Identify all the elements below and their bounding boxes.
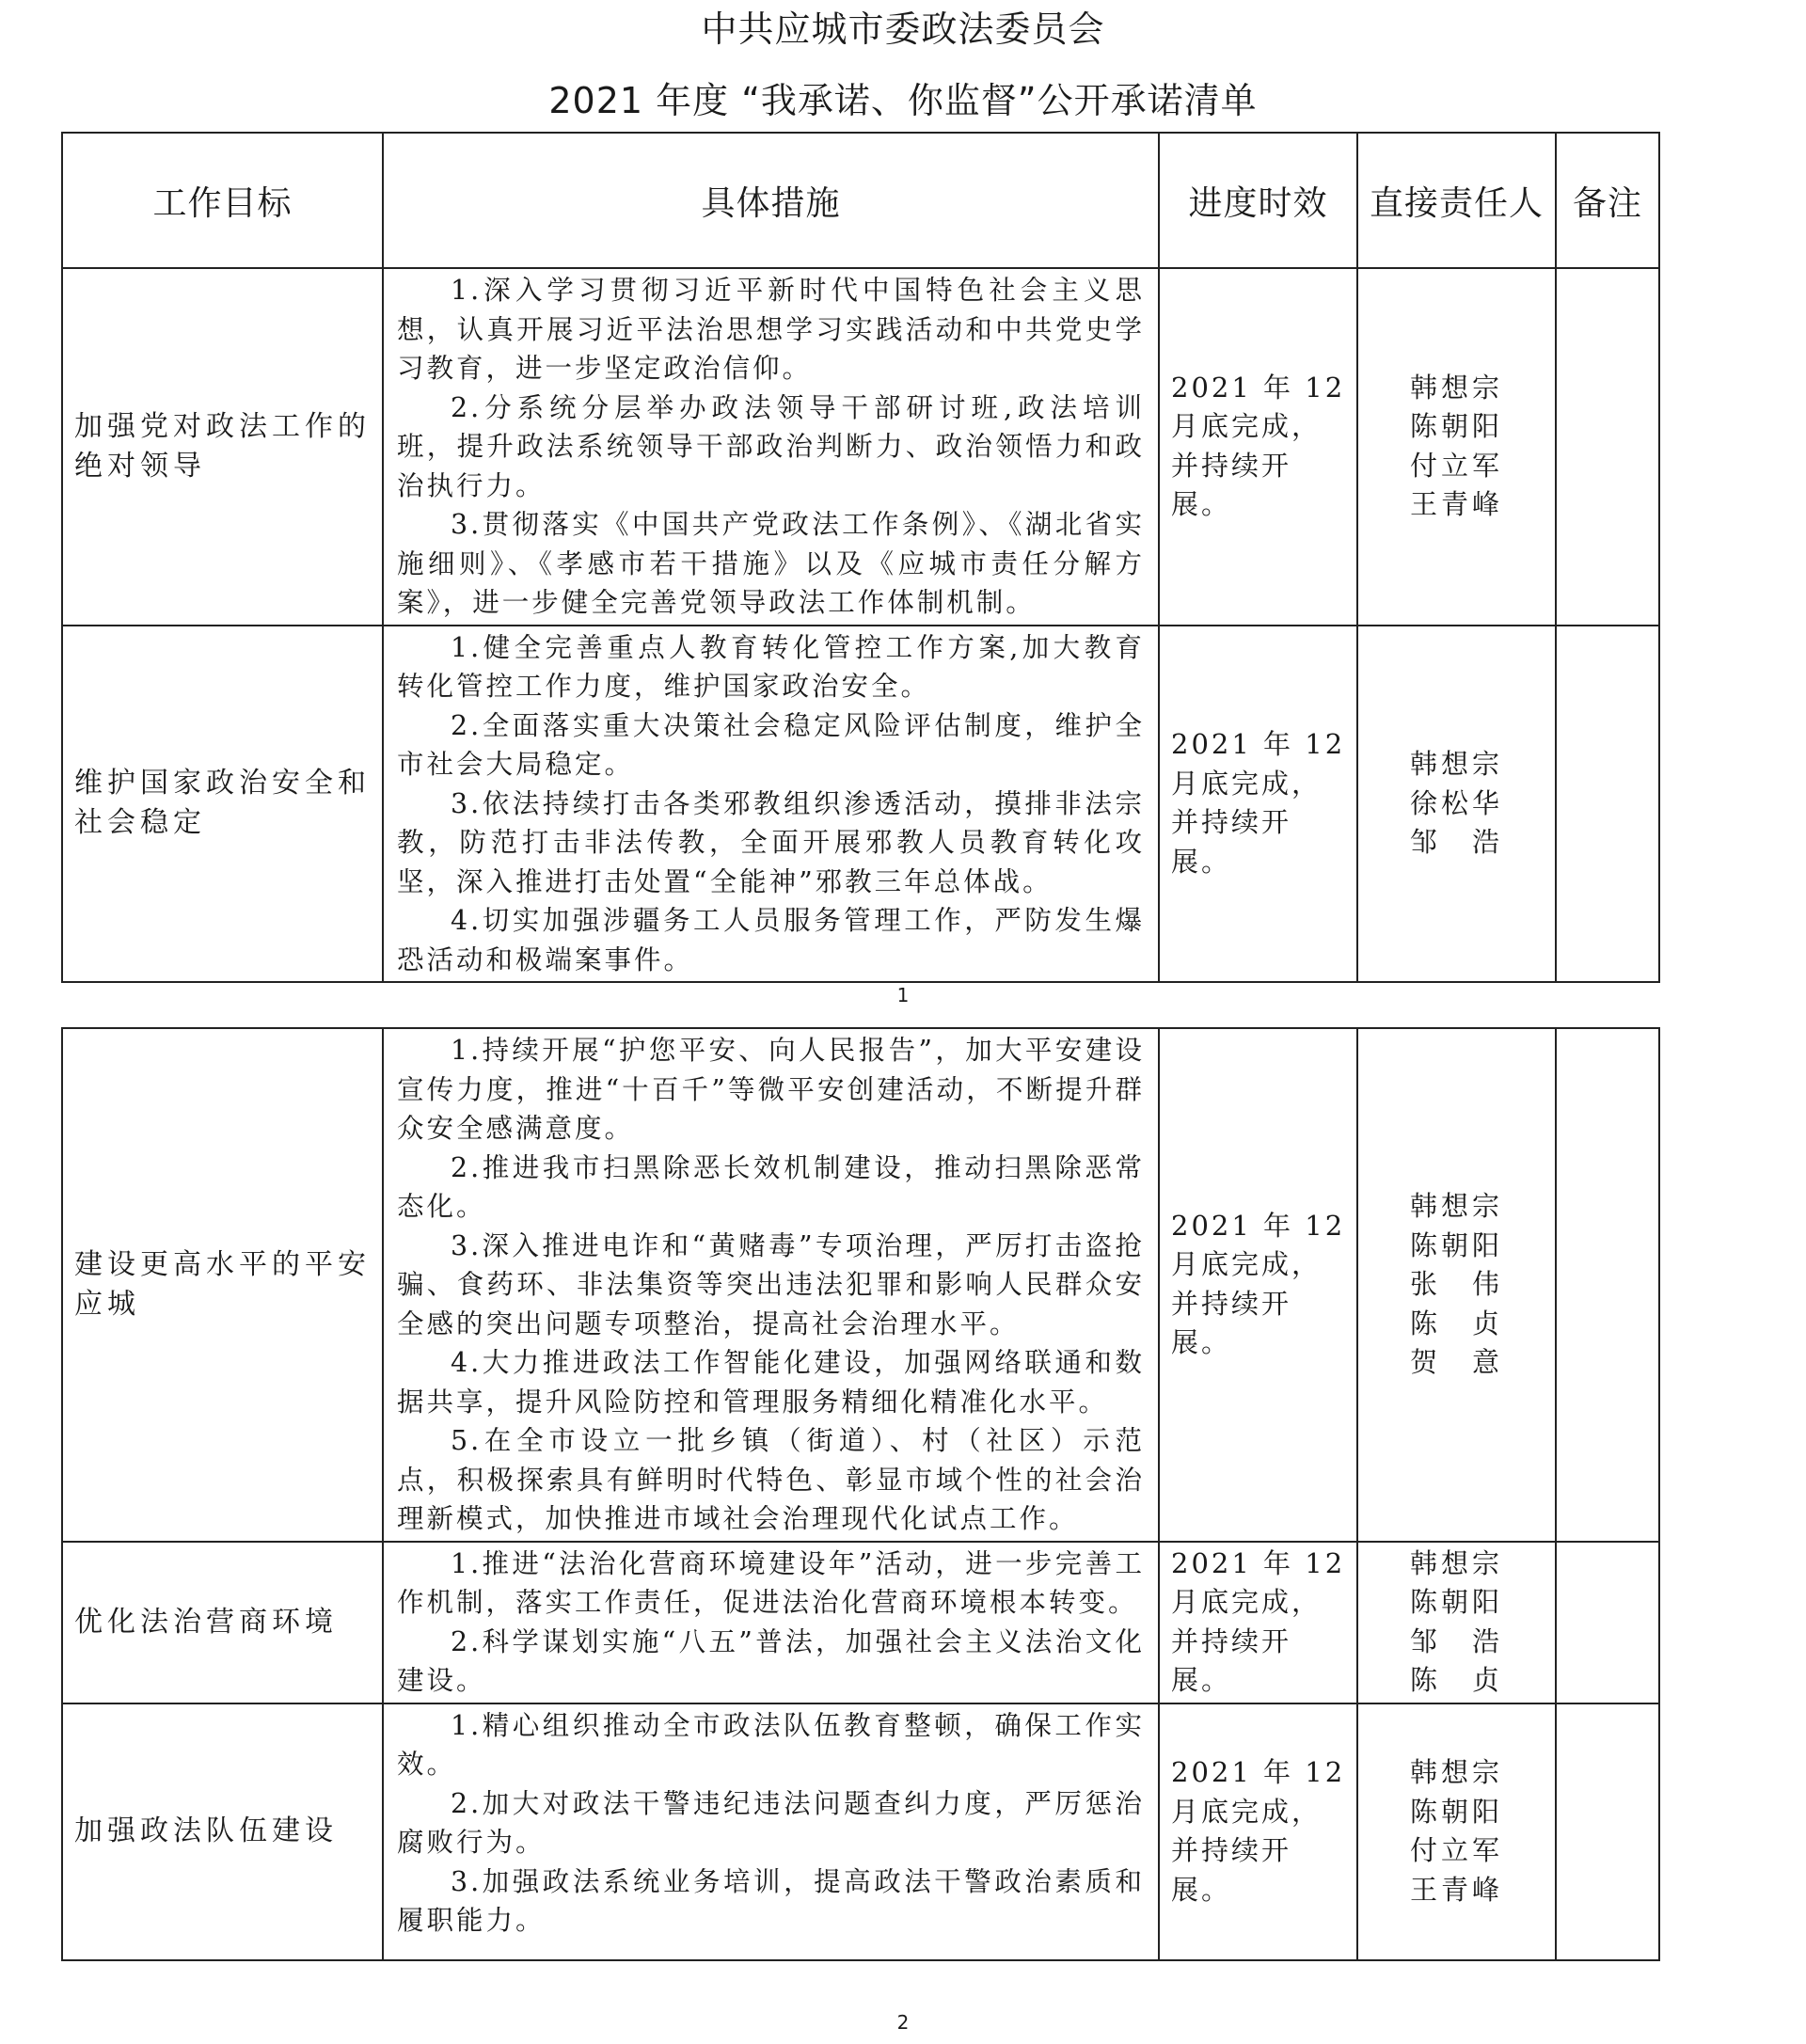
responsible-person: 韩想宗: [1409, 748, 1503, 780]
header-responsible: 直接责任人: [1357, 133, 1556, 268]
responsible-person: 贺 意: [1409, 1346, 1503, 1378]
row-deadline: 2021 年 12 月底完成，并持续开展。: [1159, 626, 1357, 983]
measure-item: 1.健全完善重点人教育转化管控工作方案,加大教育转化管控工作力度，维护国家政治安全。: [397, 631, 1145, 702]
commitment-table-page-1: [61, 132, 1660, 983]
responsible-person: 徐松华: [1409, 786, 1503, 819]
page-number: 2: [896, 2011, 910, 2034]
row-responsible: [1357, 268, 1556, 626]
responsible-person: 陈朝阳: [1409, 1228, 1503, 1261]
commitment-table-page-2: [61, 1027, 1660, 1961]
measure-item: 3.加强政法系统业务培训，提高政法干警政治素质和履职能力。: [397, 1865, 1145, 1936]
measure-item: 2.科学谋划实施“八五”普法，加强社会主义法治文化建设。: [397, 1625, 1145, 1696]
table-row: [62, 1703, 1659, 1960]
row-goal: 加强党对政法工作的绝对领导: [62, 268, 383, 626]
responsible-person: 韩想宗: [1409, 1546, 1503, 1579]
header-goal: 工作目标: [62, 133, 383, 268]
measure-item: 2.全面落实重大决策社会稳定风险评估制度，维护全市社会大局稳定。: [397, 709, 1145, 780]
header-remarks: 备注: [1556, 133, 1659, 268]
row-remarks: [1556, 1703, 1659, 1960]
table-row: [62, 268, 1659, 626]
row-measures: [383, 1703, 1159, 1960]
table-row: [62, 1542, 1659, 1703]
row-goal: 优化法治营商环境: [62, 1542, 383, 1703]
responsible-person: 邹 浩: [1409, 826, 1503, 858]
responsible-person: 付立军: [1409, 1834, 1503, 1866]
page-number: 1: [896, 984, 910, 1006]
row-remarks: [1556, 1542, 1659, 1703]
row-deadline: 2021 年 12 月底完成，并持续开展。: [1159, 1028, 1357, 1542]
row-deadline: 2021 年 12 月底完成，并持续开展。: [1159, 1542, 1357, 1703]
measure-item: 2.加大对政法干警违纪违法问题查纠力度，严厉惩治腐败行为。: [397, 1787, 1145, 1858]
row-remarks: [1556, 626, 1659, 983]
row-goal: 维护国家政治安全和社会稳定: [62, 626, 383, 983]
responsible-person: 韩想宗: [1409, 371, 1503, 404]
measure-item: 1.精心组织推动全市政法队伍教育整顿，确保工作实效。: [397, 1709, 1145, 1780]
measure-item: 2.分系统分层举办政法领导干部研讨班,政法培训班，提升政法系统领导干部政治判断力、政治领悟力和政治执行力。: [397, 391, 1145, 501]
responsible-person: 陈 贞: [1409, 1664, 1503, 1696]
responsible-person: 付立军: [1409, 449, 1503, 482]
responsible-person: 韩想宗: [1409, 1756, 1503, 1788]
measure-item: 4.大力推进政法工作智能化建设，加强网络联通和数据共享，提升风险防控和管理服务精细化精准化水平。: [397, 1347, 1145, 1418]
responsible-person: 陈 贞: [1409, 1307, 1503, 1339]
measure-item: 1.持续开展“护您平安、向人民报告”，加大平安建设宣传力度，推进“十百千”等微平安创建活动，不断提升群众安全感满意度。: [397, 1035, 1145, 1144]
measure-item: 1.推进“法治化营商环境建设年”活动，进一步完善工作机制，落实工作责任，促进法治化营商环境根本转变。: [397, 1547, 1145, 1618]
measure-item: 3.深入推进电诈和“黄赌毒”专项治理，严厉打击盗抢骗、食药环、非法集资等突出违法犯罪和影响人民群众安全感的突出问题专项整治，提高社会治理水平。: [397, 1229, 1145, 1339]
responsible-person: 陈朝阳: [1409, 1586, 1503, 1618]
responsible-person: 陈朝阳: [1409, 410, 1503, 443]
header-measures: 具体措施: [383, 133, 1159, 268]
responsible-person: 韩想宗: [1409, 1190, 1503, 1222]
responsible-person: 王青峰: [1409, 488, 1503, 521]
table-row: [62, 1028, 1659, 1542]
measure-item: 1.深入学习贯彻习近平新时代中国特色社会主义思想，认真开展习近平法治思想学习实践活动和中共党史学习教育，进一步坚定政治信仰。: [397, 275, 1145, 384]
row-measures: [383, 626, 1159, 983]
responsible-person: 邹 浩: [1409, 1624, 1503, 1657]
measure-item: 5.在全市设立一批乡镇（街道）、村（社区）示范点，积极探索具有鲜明时代特色、彰显市域个性的社会治理新模式，加快推进市域社会治理现代化试点工作。: [397, 1425, 1145, 1534]
measure-item: 4.切实加强涉疆务工人员服务管理工作，严防发生爆恐活动和极端案事件。: [397, 905, 1145, 975]
row-goal: 建设更高水平的平安应城: [62, 1028, 383, 1542]
header-deadline: 进度时效: [1159, 133, 1357, 268]
row-measures: [383, 1028, 1159, 1542]
row-goal: 加强政法队伍建设: [62, 1703, 383, 1960]
row-responsible: [1357, 1542, 1556, 1703]
row-responsible: [1357, 1028, 1556, 1542]
measure-item: 2.推进我市扫黑除恶长效机制建设，推动扫黑除恶常态化。: [397, 1151, 1145, 1222]
row-remarks: [1556, 268, 1659, 626]
document-title: 中共应城市委政法委员会: [701, 8, 1105, 50]
table-row: [62, 626, 1659, 983]
row-measures: [383, 268, 1159, 626]
row-responsible: [1357, 1703, 1556, 1960]
measure-item: 3.依法持续打击各类邪教组织渗透活动，摸排非法宗教，防范打击非法传教，全面开展邪教人员教育转化攻坚，深入推进打击处置“全能神”邪教三年总体战。: [397, 787, 1145, 897]
responsible-person: 张 伟: [1409, 1268, 1503, 1300]
row-remarks: [1556, 1028, 1659, 1542]
row-measures: [383, 1542, 1159, 1703]
measure-item: 3.贯彻落实《中国共产党政法工作条例》、《湖北省实施细则》、《孝感市若干措施》以及《应城市责任分解方案》，进一步健全完善党领导政法工作体制机制。: [397, 509, 1145, 618]
responsible-person: 王青峰: [1409, 1873, 1503, 1906]
row-deadline: 2021 年 12 月底完成，并持续开展。: [1159, 268, 1357, 626]
row-responsible: [1357, 626, 1556, 983]
document-subtitle: 2021 年度 “我承诺、你监督”公开承诺清单: [548, 80, 1258, 121]
row-deadline: 2021 年 12 月底完成，并持续开展。: [1159, 1703, 1357, 1960]
responsible-person: 陈朝阳: [1409, 1795, 1503, 1828]
table-header-row: [62, 133, 1659, 268]
